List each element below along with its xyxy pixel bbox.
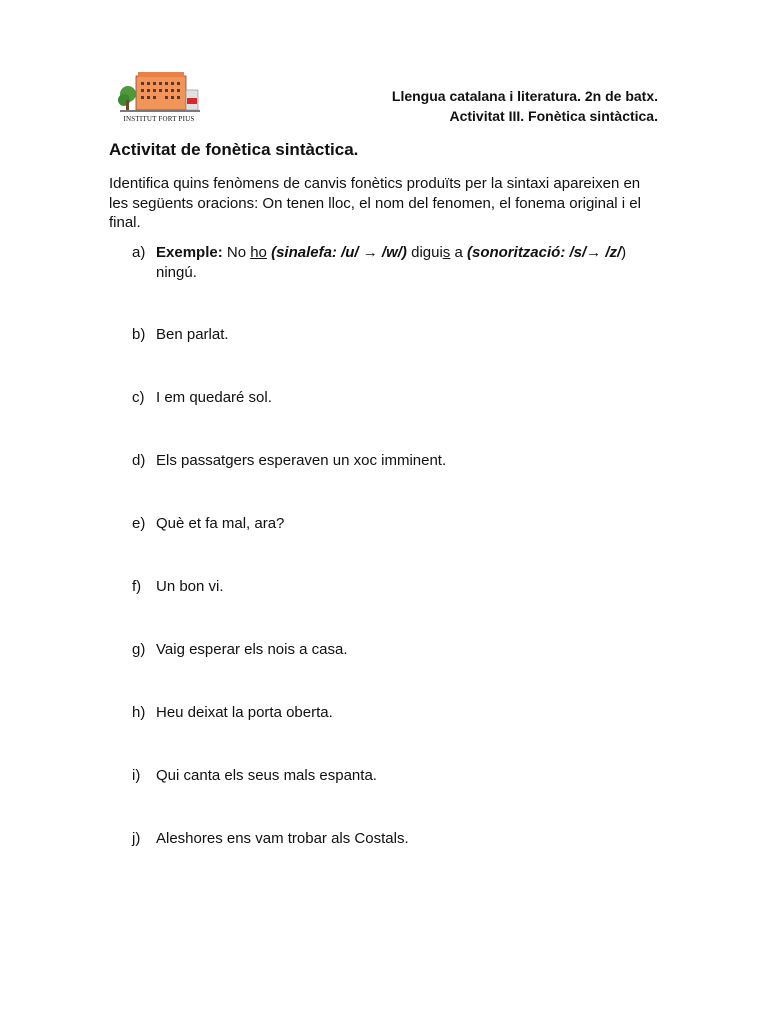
list-marker: c) xyxy=(132,389,145,406)
list-item xyxy=(132,577,662,597)
list-item xyxy=(132,514,662,534)
list-item-text: I em quedaré sol. xyxy=(156,389,272,406)
list-marker: h) xyxy=(132,704,146,721)
list-item-text: Aleshores ens vam trobar als Costals. xyxy=(156,830,409,847)
list-marker: a) xyxy=(132,244,146,261)
list-marker: b) xyxy=(132,326,146,343)
list-item xyxy=(132,325,662,345)
list-marker: g) xyxy=(132,641,146,658)
page-title: Activitat de fonètica sintàctica. xyxy=(109,140,359,159)
list-marker: f) xyxy=(132,578,142,595)
document-header xyxy=(392,86,658,126)
logo-caption: INSTITUT FORT PIUS xyxy=(123,115,195,123)
list-item-text: Heu deixat la porta oberta. xyxy=(156,704,333,721)
example-text: a xyxy=(450,244,467,261)
list-item-text: Qui canta els seus mals espanta. xyxy=(156,767,377,784)
example-underlined-word: ho xyxy=(250,244,267,261)
school-building-icon xyxy=(116,72,202,116)
example-underlined-letter: s xyxy=(442,244,451,261)
list-item xyxy=(132,640,662,660)
school-logo xyxy=(116,72,202,128)
list-item-text: Vaig esperar els nois a casa. xyxy=(156,641,348,658)
list-item-example xyxy=(132,243,662,283)
list-marker: j) xyxy=(132,830,141,847)
activity-line: Activitat III. Fonètica sintàctica. xyxy=(449,108,658,124)
example-text: digui xyxy=(406,244,443,261)
list-item-text: Ben parlat. xyxy=(156,326,229,343)
list-item-text: Un bon vi. xyxy=(156,578,224,595)
example-text: No xyxy=(222,244,251,261)
example-annotation-sinalefa: (sinalefa: /u/ → /w/) xyxy=(271,244,407,261)
sentence-list xyxy=(132,243,662,849)
list-item xyxy=(132,703,662,723)
instructions-paragraph: Identifica quins fenòmens de canvis fonètics produïts per la sintaxi apareixen en les següents oracions: On tenen lloc, el nom del fenomen, el fonema original i el final. xyxy=(109,175,641,231)
list-item xyxy=(132,451,662,471)
list-item xyxy=(132,766,662,786)
list-item-text: Què et fa mal, ara? xyxy=(156,515,285,532)
list-marker: i) xyxy=(132,767,141,784)
course-line: Llengua catalana i literatura. 2n de batx. xyxy=(391,88,658,104)
list-item xyxy=(132,829,662,849)
list-item-text: Els passatgers esperaven un xoc imminent. xyxy=(156,452,447,469)
example-text: ningú. xyxy=(156,264,197,281)
example-label: Exemple: xyxy=(156,244,223,261)
example-text: ) xyxy=(621,244,627,261)
list-marker: e) xyxy=(132,515,146,532)
list-item xyxy=(132,388,662,408)
example-annotation-sonoritzacio: (sonorització: /s/→ /z/ xyxy=(466,244,622,261)
list-marker: d) xyxy=(132,452,146,469)
